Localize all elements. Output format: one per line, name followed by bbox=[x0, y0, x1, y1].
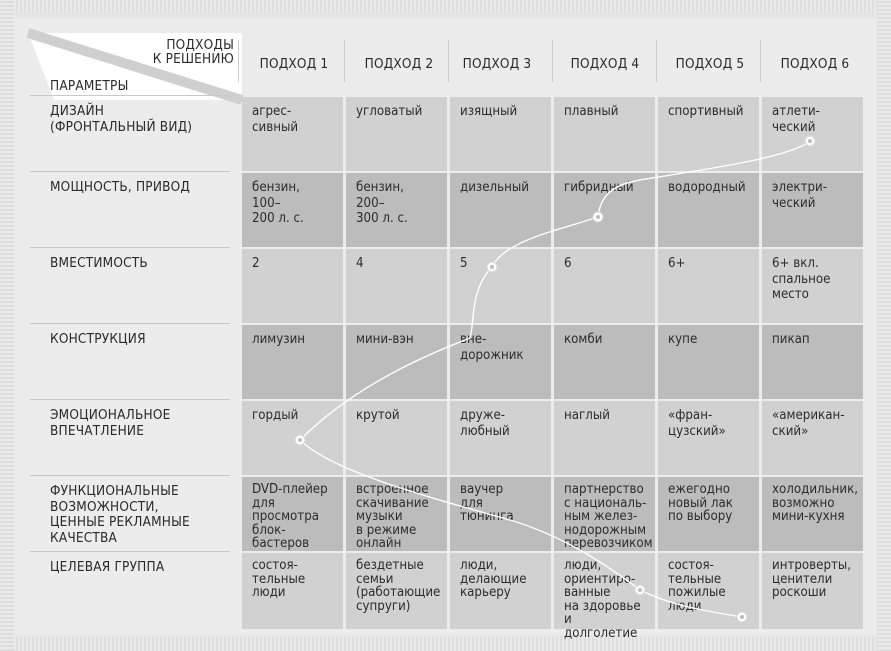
table-cell: купе bbox=[658, 325, 759, 399]
row-label: ДИЗАЙН (ФРОНТАЛЬНЫЙ ВИД) bbox=[50, 103, 193, 135]
row-label: КОНСТРУКЦИЯ bbox=[50, 331, 146, 347]
table-cell: 6+ bbox=[658, 249, 759, 323]
column-header-approach-4: ПОДХОД 4 bbox=[570, 56, 640, 72]
table-cell: дизельный bbox=[450, 173, 551, 247]
row-label: ЦЕЛЕВАЯ ГРУППА bbox=[50, 559, 165, 575]
row-divider bbox=[30, 323, 230, 324]
table-cell: 4 bbox=[346, 249, 447, 323]
decorative-border-bottom bbox=[0, 637, 891, 651]
column-header-approach-3: ПОДХОД 3 bbox=[462, 56, 532, 72]
table-cell: 6+ вкл. спальное место bbox=[762, 249, 863, 323]
table-cell: изящный bbox=[450, 97, 551, 171]
row-divider bbox=[30, 551, 230, 552]
table-cell: друже- любный bbox=[450, 401, 551, 475]
table-cell: люди, делающие карьеру bbox=[450, 553, 551, 629]
table-cell: холодильник, возможно мини-кухня bbox=[762, 477, 863, 551]
table-cell: спортивный bbox=[658, 97, 759, 171]
table-cell: ежегодно новый лак по выбору bbox=[658, 477, 759, 551]
table-cell: плавный bbox=[554, 97, 655, 171]
decorative-border-top bbox=[0, 0, 891, 14]
table-cell: электри- ческий bbox=[762, 173, 863, 247]
table-cell: состоя- тельные пожилые люди bbox=[658, 553, 759, 629]
corner-header-approaches: ПОДХОДЫ К РЕШЕНИЮ bbox=[152, 37, 234, 67]
table-cell: гибридный bbox=[554, 173, 655, 247]
table-cell: атлети- ческий bbox=[762, 97, 863, 171]
table-cell: интроверты, ценители роскоши bbox=[762, 553, 863, 629]
column-header-divider bbox=[552, 40, 553, 82]
column-header-divider bbox=[238, 40, 239, 82]
table-cell: бензин, 100– 200 л. с. bbox=[242, 173, 343, 247]
decorative-border-left bbox=[0, 0, 14, 651]
table-cell: встроенное скачивание музыки в режиме онлайн bbox=[346, 477, 447, 551]
column-header-approach-2: ПОДХОД 2 bbox=[364, 56, 434, 72]
table-cell: партнерство с националь- ным желез- нодорожным перевозчиком bbox=[554, 477, 655, 551]
column-header-divider bbox=[760, 40, 761, 82]
corner-header-parameters: ПАРАМЕТРЫ bbox=[50, 78, 129, 94]
table-cell: лимузин bbox=[242, 325, 343, 399]
table-cell: мини-вэн bbox=[346, 325, 447, 399]
row-label: ФУНКЦИОНАЛЬНЫЕ ВОЗМОЖНОСТИ, ЦЕННЫЕ РЕКЛАМНЫЕ КАЧЕСТВА bbox=[50, 483, 190, 546]
table-cell: «фран- цузский» bbox=[658, 401, 759, 475]
table-cell: водородный bbox=[658, 173, 759, 247]
column-header-approach-1: ПОДХОД 1 bbox=[259, 56, 329, 72]
row-label: ВМЕСТИМОСТЬ bbox=[50, 255, 148, 271]
row-divider bbox=[30, 247, 230, 248]
table-cell: комби bbox=[554, 325, 655, 399]
table-cell: состоя- тельные люди bbox=[242, 553, 343, 629]
row-divider bbox=[30, 95, 230, 96]
table-cell: наглый bbox=[554, 401, 655, 475]
table-cell: «американ- ский» bbox=[762, 401, 863, 475]
table-cell: ваучер для тюнинга bbox=[450, 477, 551, 551]
table-cell: 2 bbox=[242, 249, 343, 323]
table-cell: пикап bbox=[762, 325, 863, 399]
row-divider bbox=[30, 399, 230, 400]
column-header-divider bbox=[448, 40, 449, 82]
table-cell: крутой bbox=[346, 401, 447, 475]
table-cell: 6 bbox=[554, 249, 655, 323]
table-cell: бензин, 200– 300 л. с. bbox=[346, 173, 447, 247]
table-cell: угловатый bbox=[346, 97, 447, 171]
table-cell: гордый bbox=[242, 401, 343, 475]
decorative-border-right bbox=[877, 0, 891, 651]
table-cell: DVD-плейер для просмотра блок- бастеров bbox=[242, 477, 343, 551]
column-header-approach-5: ПОДХОД 5 bbox=[675, 56, 745, 72]
row-divider bbox=[30, 171, 230, 172]
table-cell: бездетные семьи (работающие супруги) bbox=[346, 553, 447, 629]
column-header-divider bbox=[344, 40, 345, 82]
row-label: ЭМОЦИОНАЛЬНОЕ ВПЕЧАТЛЕНИЕ bbox=[50, 407, 171, 439]
row-divider bbox=[30, 475, 230, 476]
column-header-divider bbox=[656, 40, 657, 82]
table-cell: агрес- сивный bbox=[242, 97, 343, 171]
row-label: МОЩНОСТЬ, ПРИВОД bbox=[50, 179, 191, 195]
table-cell: 5 bbox=[450, 249, 551, 323]
table-cell: вне- дорожник bbox=[450, 325, 551, 399]
column-header-approach-6: ПОДХОД 6 bbox=[780, 56, 850, 72]
table-cell: люди, ориентиро- ванные на здоровье и долголетие bbox=[554, 553, 655, 629]
